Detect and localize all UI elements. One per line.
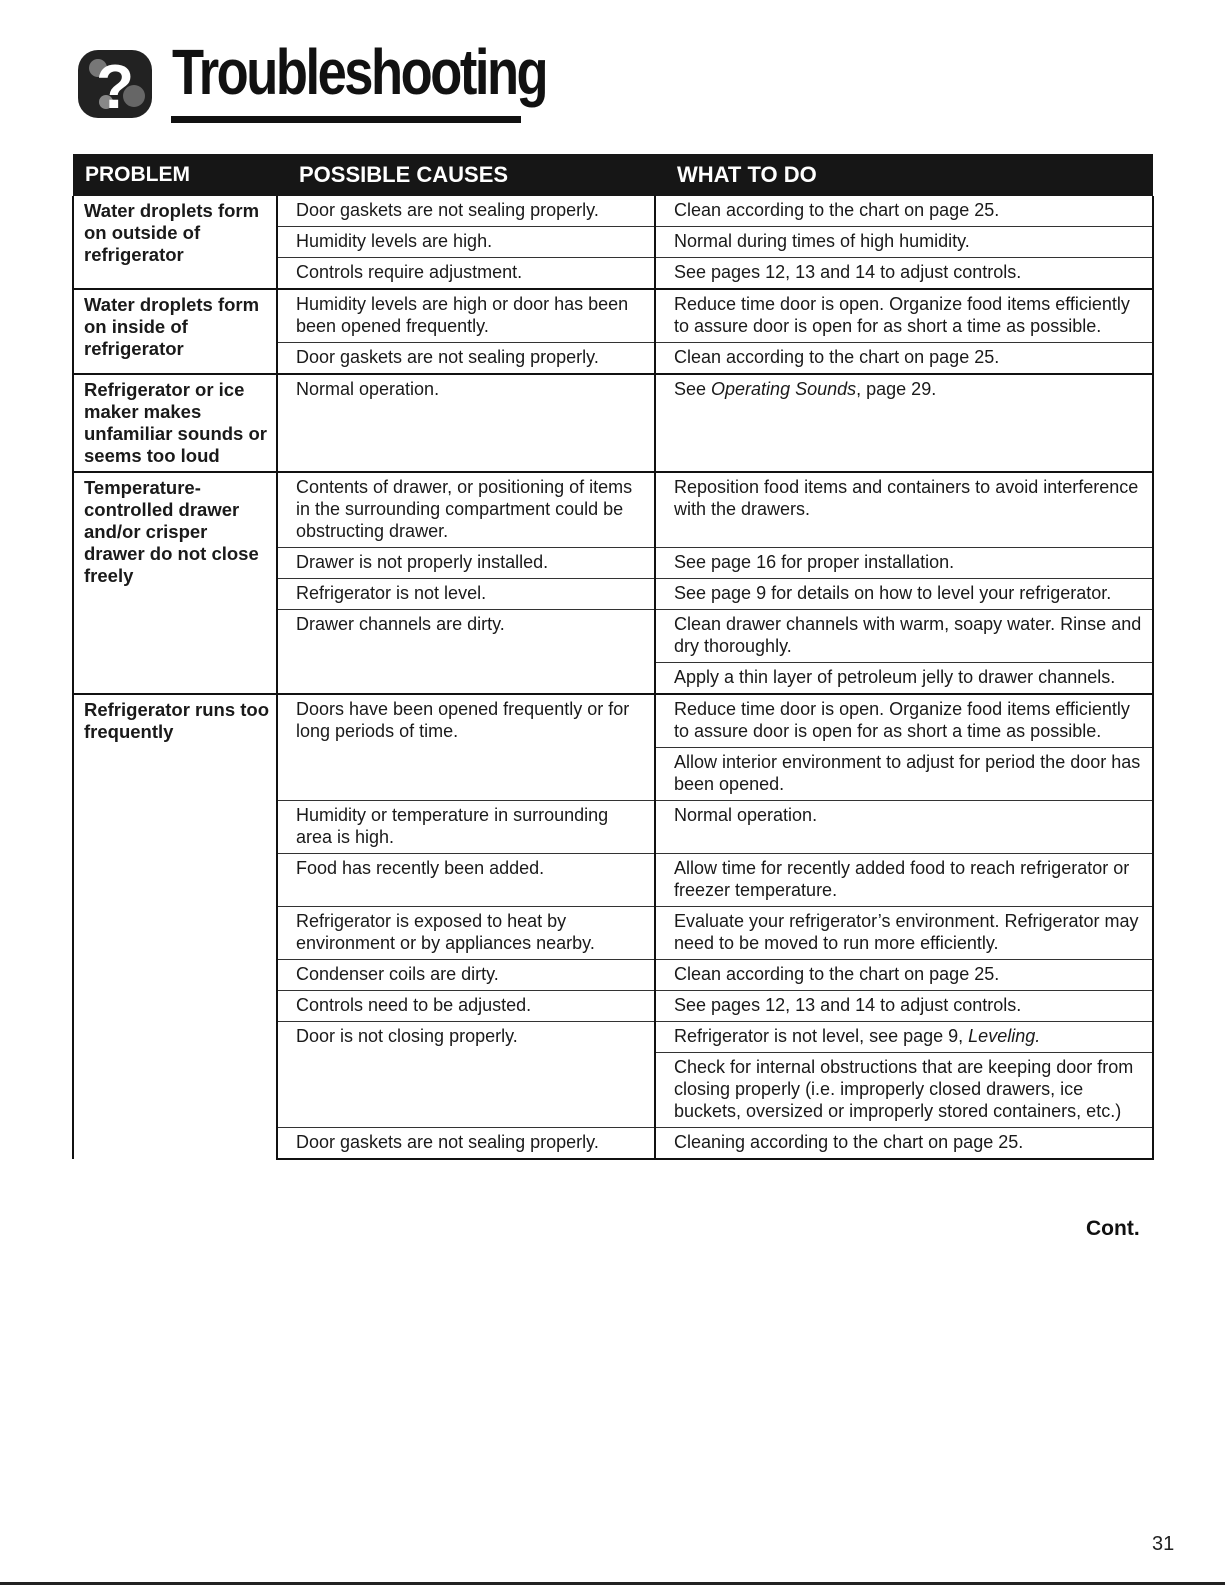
todo-cell: Reposition food items and containers to avoid interference with the drawers.	[655, 472, 1153, 548]
cause-cell: Drawer is not properly installed.	[277, 548, 655, 579]
table-header-row	[73, 154, 1153, 196]
cause-cell: Humidity or temperature in surrounding area is high.	[277, 801, 655, 854]
cause-cell: Refrigerator is not level.	[277, 579, 655, 610]
todo-cell: Apply a thin layer of petroleum jelly to drawer channels.	[655, 663, 1153, 695]
todo-cell: Reduce time door is open. Organize food items efficiently to assure door is open for as short a time as possible.	[655, 289, 1153, 343]
problem-cell: Water droplets form on outside of refrigerator	[73, 196, 277, 289]
table-row	[73, 289, 1153, 343]
todo-cell: Evaluate your refrigerator’s environment. Refrigerator may need to be moved to run more efficiently.	[655, 907, 1153, 960]
cause-cell: Refrigerator is exposed to heat by environment or by appliances nearby.	[277, 907, 655, 960]
cause-cell: Humidity levels are high.	[277, 227, 655, 258]
problem-cell: Temperature-controlled drawer and/or crisper drawer do not close freely	[73, 472, 277, 694]
todo-cell: See page 16 for proper installation.	[655, 548, 1153, 579]
cause-cell: Door gaskets are not sealing properly.	[277, 196, 655, 227]
todo-cell: Clean according to the chart on page 25.	[655, 960, 1153, 991]
todo-cell: Clean drawer channels with warm, soapy water. Rinse and dry thoroughly.	[655, 610, 1153, 663]
cause-cell: Controls need to be adjusted.	[277, 991, 655, 1022]
problem-cell: Refrigerator runs too frequently	[73, 694, 277, 1159]
todo-text: Refrigerator is not level, see page 9,	[674, 1026, 969, 1046]
cause-cell: Drawer channels are dirty.	[277, 610, 655, 695]
page-number: 31	[1152, 1533, 1175, 1555]
column-header-problem: PROBLEM	[73, 154, 277, 196]
continued-label: Cont.	[1086, 1217, 1140, 1240]
todo-cell: See pages 12, 13 and 14 to adjust controls.	[655, 991, 1153, 1022]
column-header-causes: POSSIBLE CAUSES	[277, 154, 655, 196]
table-row	[73, 374, 1153, 472]
cause-cell: Humidity levels are high or door has been been opened frequently.	[277, 289, 655, 343]
todo-cell: Clean according to the chart on page 25.	[655, 196, 1153, 227]
todo-text: See	[674, 379, 712, 399]
todo-emphasis: Operating Sounds	[711, 379, 857, 399]
todo-cell: Reduce time door is open. Organize food items efficiently to assure door is open for as short a time as possible.	[655, 694, 1153, 748]
question-mark-icon	[76, 48, 154, 120]
todo-cell: Normal operation.	[655, 801, 1153, 854]
todo-cell: Allow time for recently added food to reach refrigerator or freezer temperature.	[655, 854, 1153, 907]
cause-cell: Food has recently been added.	[277, 854, 655, 907]
cause-cell: Doors have been opened frequently or for long periods of time.	[277, 694, 655, 801]
table-row	[73, 694, 1153, 748]
todo-cell: Clean according to the chart on page 25.	[655, 343, 1153, 375]
todo-cell: See page 9 for details on how to level your refrigerator.	[655, 579, 1153, 610]
todo-cell: Normal during times of high humidity.	[655, 227, 1153, 258]
todo-cell: Check for internal obstructions that are keeping door from closing properly (i.e. improperly closed drawers, ice buckets, oversized or improperly stored containers, etc.)	[655, 1053, 1153, 1128]
todo-text: , page 29.	[856, 379, 937, 399]
todo-cell: Cleaning according to the chart on page 25.	[655, 1128, 1153, 1160]
column-header-what-to-do: WHAT TO DO	[655, 154, 1153, 196]
svg-text:?: ?	[96, 53, 134, 120]
problem-cell: Water droplets form on inside of refrigerator	[73, 289, 277, 374]
cause-cell: Contents of drawer, or positioning of items in the surrounding compartment could be obstructing drawer.	[277, 472, 655, 548]
cause-cell: Normal operation.	[277, 374, 655, 472]
troubleshooting-table	[72, 154, 1154, 1160]
todo-emphasis: Leveling.	[968, 1026, 1041, 1046]
title-underline	[171, 116, 521, 123]
cause-cell: Door is not closing properly.	[277, 1022, 655, 1128]
cause-cell: Condenser coils are dirty.	[277, 960, 655, 991]
cause-cell: Door gaskets are not sealing properly.	[277, 343, 655, 375]
table-row	[73, 196, 1153, 227]
cause-cell: Controls require adjustment.	[277, 258, 655, 290]
page-title: Troubleshooting	[172, 36, 547, 108]
todo-cell: See pages 12, 13 and 14 to adjust controls.	[655, 258, 1153, 290]
cause-cell: Door gaskets are not sealing properly.	[277, 1128, 655, 1160]
page-header	[76, 36, 547, 128]
problem-cell: Refrigerator or ice maker makes unfamiliar sounds or seems too loud	[73, 374, 277, 472]
table-row	[73, 472, 1153, 548]
todo-cell	[655, 1022, 1153, 1053]
todo-cell	[655, 374, 1153, 472]
todo-cell: Allow interior environment to adjust for period the door has been opened.	[655, 748, 1153, 801]
